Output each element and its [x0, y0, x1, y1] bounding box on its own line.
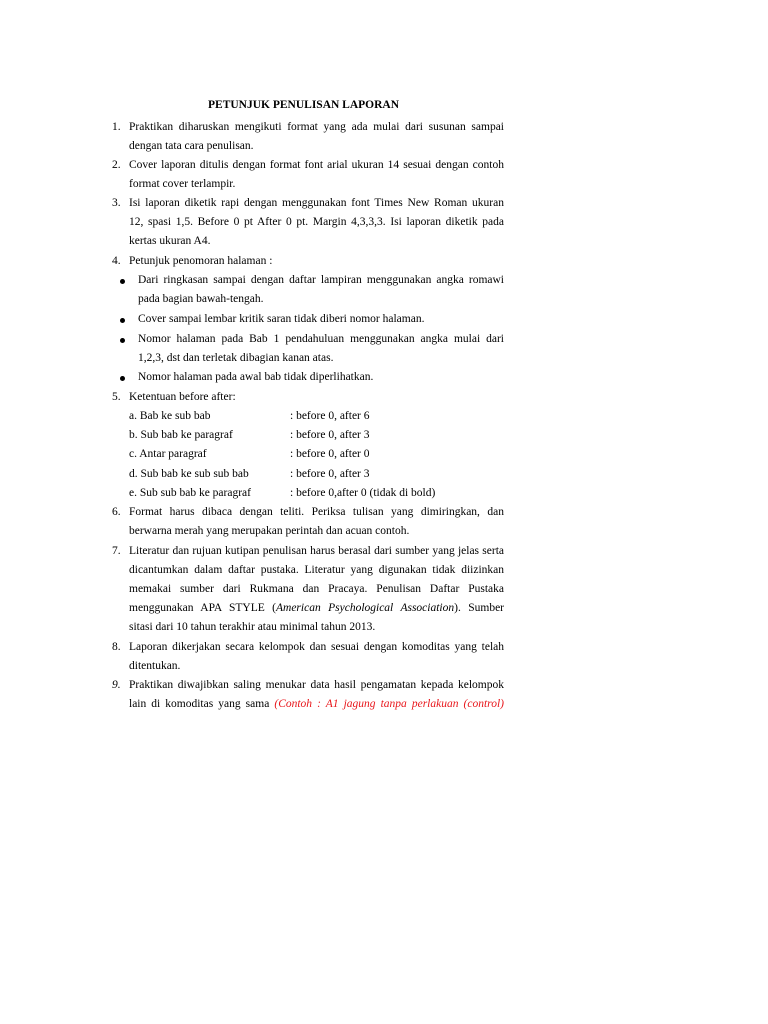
- item-text-line: [129, 695, 504, 715]
- bullet-text: 1,2,3, dst dan terletak dibagian kanan atas.: [138, 352, 334, 364]
- item-number: 2.: [112, 159, 121, 171]
- item-number: 3.: [112, 197, 121, 209]
- item-number: 4.: [112, 255, 121, 267]
- item-number: 7.: [112, 545, 121, 557]
- bullet-text: Dari ringkasan sampai dengan daftar lampiran menggunakan angka romawi: [138, 274, 504, 286]
- item-text-line: [129, 599, 504, 619]
- item-text: Laporan dikerjakan secara kelompok dan sesuai dengan komoditas yang telah: [129, 641, 504, 653]
- bullet-icon: [120, 318, 125, 323]
- item-text: dengan tata cara penulisan.: [129, 140, 254, 152]
- table-label: a. Bab ke sub bab: [129, 410, 211, 422]
- item-text: Literatur dan rujuan kutipan penulisan harus berasal dari sumber yang jelas serta: [129, 545, 504, 557]
- item-number: 8.: [112, 641, 121, 653]
- bullet-text: Cover sampai lembar kritik saran tidak diberi nomor halaman.: [138, 313, 425, 325]
- bullet-icon: [120, 279, 125, 284]
- bullet-icon: [120, 376, 125, 381]
- item-text: dicantumkan dalam daftar pustaka. Literatur yang digunakan tidak diizinkan: [129, 564, 504, 576]
- bullet-icon: [120, 338, 125, 343]
- item-text: ). Sumber: [454, 602, 505, 614]
- item-number: 1.: [112, 121, 121, 133]
- item-text: Isi laporan diketik rapi dengan menggunakan font Times New Roman ukuran: [129, 197, 504, 209]
- table-label: c. Antar paragraf: [129, 448, 207, 460]
- bullet-text: Nomor halaman pada awal bab tidak diperlihatkan.: [138, 371, 374, 383]
- item-number: 9.: [112, 679, 121, 691]
- item-text: Cover laporan ditulis dengan format font arial ukuran 14 sesuai dengan contoh: [129, 159, 504, 171]
- table-value: : before 0,after 0 (tidak di bold): [290, 487, 436, 499]
- table-label: e. Sub sub bab ke paragraf: [129, 487, 251, 499]
- item-number: 6.: [112, 506, 121, 518]
- item-text: ditentukan.: [129, 660, 181, 672]
- page-title: PETUNJUK PENULISAN LAPORAN: [208, 99, 400, 111]
- item-text: Petunjuk penomoran halaman :: [129, 255, 273, 267]
- table-value: : before 0, after 6: [290, 410, 370, 422]
- red-example-text: (Contoh : A1 jagung tanpa perlakuan (control): [274, 698, 504, 710]
- item-text: menggunakan APA STYLE (: [129, 602, 276, 614]
- bullet-text: Nomor halaman pada Bab 1 pendahuluan menggunakan angka mulai dari: [138, 333, 504, 345]
- table-value: : before 0, after 0: [290, 448, 370, 460]
- item-text: Praktikan diharuskan mengikuti format yang ada mulai dari susunan sampai: [129, 121, 504, 133]
- item-text: 12, spasi 1,5. Before 0 pt After 0 pt. Margin 4,3,3,3. Isi laporan diketik pada: [129, 216, 504, 228]
- item-text: kertas ukuran A4.: [129, 235, 211, 247]
- item-text: sitasi dari 10 tahun terakhir atau minimal tahun 2013.: [129, 621, 376, 633]
- item-text: lain di komoditas yang sama: [129, 698, 275, 710]
- item-number: 5.: [112, 391, 121, 403]
- table-value: : before 0, after 3: [290, 468, 370, 480]
- table-label: d. Sub bab ke sub sub bab: [129, 468, 249, 480]
- item-text: Ketentuan before after:: [129, 391, 236, 403]
- item-text: Format harus dibaca dengan teliti. Periksa tulisan yang dimiringkan, dan: [129, 506, 504, 518]
- italic-text: American Psychological Association: [276, 602, 455, 614]
- table-value: : before 0, after 3: [290, 429, 370, 441]
- table-label: b. Sub bab ke paragraf: [129, 429, 233, 441]
- item-text: memakai sumber dari Rukmana dan Pracaya. Penulisan Daftar Pustaka: [129, 583, 504, 595]
- bullet-text: pada bagian bawah-tengah.: [138, 293, 264, 305]
- item-text: format cover terlampir.: [129, 178, 236, 190]
- item-text: berwarna merah yang merupakan perintah dan acuan contoh.: [129, 525, 410, 537]
- item-text: Praktikan diwajibkan saling menukar data hasil pengamatan kepada kelompok: [129, 679, 504, 691]
